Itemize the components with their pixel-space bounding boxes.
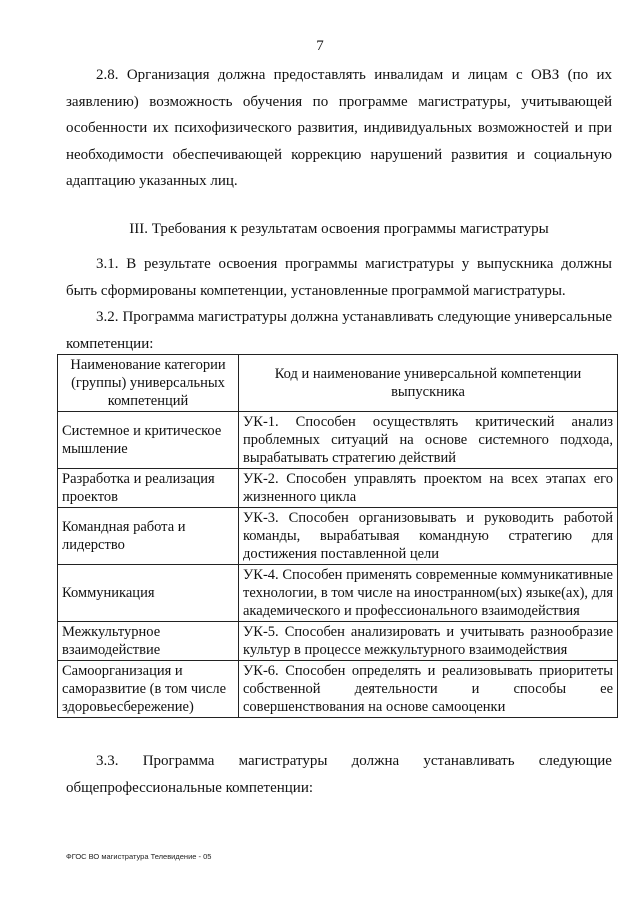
category-cell: Системное и критическое мышление <box>58 412 239 469</box>
category-cell: Разработка и реализация проектов <box>58 469 239 508</box>
category-cell: Самоорганизация и саморазвитие (в том числе здоровьесбережение) <box>58 661 239 718</box>
paragraph-2-8: 2.8. Организация должна предоставлять инвалидам и лицам с ОВЗ (по их заявлению) возможность обучения по программе магистратуры, учитывающей особенности их психофизического развития, индивидуальных возможностей и при необходимости обеспечивающей коррекцию нарушений развития и социальную адаптацию указанных лиц. <box>66 67 612 190</box>
category-cell: Коммуникация <box>58 565 239 622</box>
section-heading: III. Требования к результатам освоения программы магистратуры <box>129 221 549 237</box>
page-number: 7 <box>316 38 324 54</box>
paragraph-3-1: 3.1. В результате освоения программы магистратуры у выпускника должны быть сформированы компетенции, установленные программой магистратуры. <box>66 256 612 299</box>
competence-cell: УК-4. Способен применять современные коммуникативные технологии, в том числе на иностранном(ых) языке(ах), для академического и профессионального взаимодействия <box>239 565 618 622</box>
competence-cell: УК-5. Способен анализировать и учитывать разнообразие культур в процессе межкультурного взаимодействия <box>239 622 618 661</box>
competence-cell: УК-3. Способен организовывать и руководить работой команды, вырабатывая командную стратегию для достижения поставленной цели <box>239 508 618 565</box>
table-row <box>58 412 618 469</box>
table-row <box>58 661 618 718</box>
table-row <box>58 565 618 622</box>
footer-note: ФГОС ВО магистратура Телевидение - 05 <box>66 852 212 861</box>
word: магистратуры <box>238 753 328 769</box>
competence-cell: УК-1. Способен осуществлять критический анализ проблемных ситуаций на основе системного подхода, вырабатывать стратегию действий <box>239 412 618 469</box>
header-category: Наименование категории (группы) универсальных компетенций <box>58 355 239 412</box>
header-competence: Код и наименование универсальной компетенции выпускника <box>239 355 618 412</box>
table-row <box>58 508 618 565</box>
category-cell: Командная работа и лидерство <box>58 508 239 565</box>
paragraph-3-3-line1 <box>66 748 612 775</box>
paragraph-3-3 <box>66 748 612 802</box>
competence-cell: УК-6. Способен определять и реализовывать приоритеты собственной деятельности и способы ее совершенствования на основе самооценки <box>239 661 618 718</box>
paragraph-3-3-line2: общепрофессиональные компетенции: <box>66 780 314 796</box>
word: 3.3. <box>96 753 119 769</box>
word: должна <box>351 753 400 769</box>
word: устанавливать <box>423 753 515 769</box>
table-row <box>58 622 618 661</box>
table-header-row <box>58 355 618 412</box>
word: следующие <box>538 753 612 769</box>
competencies-table <box>57 354 618 718</box>
table-row <box>58 469 618 508</box>
category-cell: Межкультурное взаимодействие <box>58 622 239 661</box>
word: Программа <box>142 753 215 769</box>
competence-cell: УК-2. Способен управлять проектом на всех этапах его жизненного цикла <box>239 469 618 508</box>
paragraph-3-2: 3.2. Программа магистратуры должна устанавливать следующие универсальные компетенции: <box>66 309 612 352</box>
